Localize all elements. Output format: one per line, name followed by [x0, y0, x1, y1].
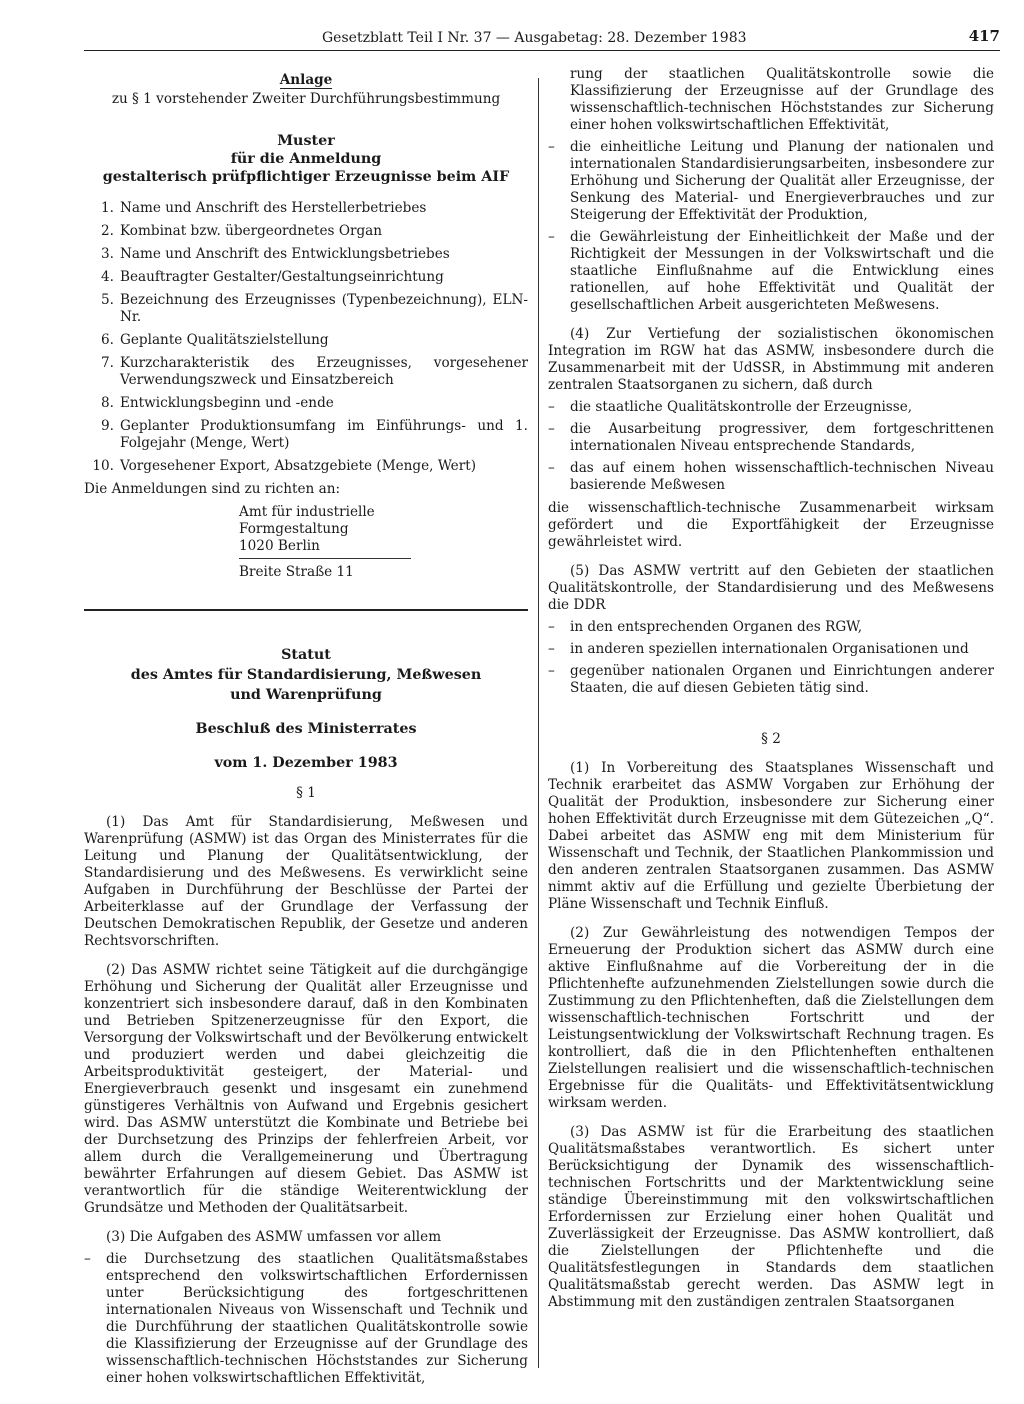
list-item: 3. Name und Anschrift des Entwicklungsbetriebes: [101, 246, 450, 262]
anlage-subtitle: zu § 1 vorstehender Zweiter Durchführungsbestimmung: [111, 91, 501, 107]
list-item: 7. Kurzcharakteristik des Erzeugnisses, vorgesehener Verwendungszweck und Einsatzbereich: [101, 355, 528, 388]
anmeldung-list: [84, 200, 528, 475]
muster-heading: Muster für die Anmeldung gestalterisch prüfpflichtiger Erzeugnisse beim AIF: [102, 133, 510, 185]
s1-paragraph-1: (1) Das Amt für Standardisierung, Meßwesen und Warenprüfung (ASMW) ist das Organ des Ministerrates für die Leitung und Planung der Qualitätsentwicklung, der Standardisierung und des Meßwesens. Es verwirklicht seine Aufgaben in Durchführung der Beschlüsse der Partei der Arbeiterklasse auf der Grundlage der Verfassung der Deutschen Demokratischen Republik, der Gesetze und anderen Rechtsvorschriften.: [84, 814, 528, 949]
address-intro: Die Anmeldungen sind zu richten an:: [84, 481, 341, 497]
s2-paragraph-1: (1) In Vorbereitung des Staatsplanes Wissenschaft und Technik erarbeitet das ASMW Vorgaben zur Erhöhung der Qualität der Produktion, insbesondere zur Sicherung einer hohen Effektivität durch Erzeugnisse mit dem Gütezeichen „Q“. Dabei arbeitet das ASMW eng mit dem Ministerium für Wissenschaft und Technik, der Staatlichen Plankommission und den anderen zentralen Staatsorganen zusammen. Das ASMW nimmt aktiv auf die Erfüllung und gezielte Überbietung der Pläne Wissenschaft und Technik Einfluß.: [548, 760, 994, 912]
right-column: [548, 66, 994, 1311]
list-item: 8. Entwicklungsbeginn und -ende: [101, 395, 334, 411]
address-rule: [239, 558, 411, 559]
address-block: Amt für industrielle Formgestaltung 1020 Berlin Breite Straße 11: [239, 504, 528, 581]
dash-item: – die Durchsetzung des staatlichen Qualitätsmaßstabes entsprechend den volkswirtschaftlichen Erfordernissen unter Berücksichtigung des fortgeschrittenen internationalen Niveaus von Wissenschaft und Technik und die Durchführung der staatlichen Qualitätskontrolle sowie die Klassifizierung der Erzeugnisse auf der Grundlage des wissenschaftlich-technischen Höchststandes zur Sicherung einer hohen volkswirtschaftlichen Effektivität,: [84, 1251, 528, 1386]
list-item: 4. Beauftragter Gestalter/Gestaltungseinrichtung: [101, 269, 444, 285]
dash-item: – in den entsprechenden Organen des RGW,: [548, 619, 863, 635]
list-item: 6. Geplante Qualitätszielstellung: [101, 332, 329, 348]
s1-paragraph-2: (2) Das ASMW richtet seine Tätigkeit auf die durchgängige Erhöhung und Sicherung der Qualität aller Erzeugnisse und konzentriert sich insbesondere darauf, daß in den Kombinaten und Betrieben Spitzenerzeugnisse für den Export, die Versorgung der Volkswirtschaft und der Bevölkerung entwickelt und produziert werden und dabei gleichzeitig die Arbeitsproduktivität gesteigert, der Material- und Energieverbrauch gesenkt und insgesamt ein zunehmend günstigeres Verhältnis von Aufwand und Ergebnis gesichert wird. Das ASMW unterstützt die Kombinate und Betriebe bei der Durchsetzung des Prinzips der fehlerfreien Arbeit, vor allem durch die Verallgemeinerung und Übertragung bewährter Erfahrungen auf diesem Gebiet. Das ASMW ist verantwortlich für die ständige Weiterentwicklung der Grundsätze und Methoden der Qualitätsarbeit.: [84, 962, 528, 1216]
s1-paragraph-3-intro: (3) Die Aufgaben des ASMW umfassen vor allem: [106, 1229, 442, 1245]
dash-item: rung der staatlichen Qualitätskontrolle sowie die Klassifizierung der Erzeugnisse auf der Grundlage des wissenschaftlich-technischen Höchststandes zur Sicherung einer hohen volkswirtschaftlichen Effektivität,: [570, 66, 994, 133]
dash-item: – in anderen speziellen internationalen Organisationen und: [548, 641, 969, 657]
dash-item: – die Ausarbeitung progressiver, dem fortgeschrittenen internationalen Niveau entsprechende Standards,: [548, 421, 994, 454]
s1-paragraph-5-intro: (5) Das ASMW vertritt auf den Gebieten der staatlichen Qualitätskontrolle, der Standardisierung und des Meßwesens die DDR: [548, 563, 994, 613]
s1-paragraph-4-end: die wissenschaftlich-technische Zusammenarbeit wirksam gefördert und die Exportfähigkeit der Erzeugnisse gewährleistet wird.: [548, 500, 994, 550]
page-header: [84, 28, 1000, 51]
s2-paragraph-3: (3) Das ASMW ist für die Erarbeitung des staatlichen Qualitätsmaßstabes verantwortlich. Es sichert unter Berücksichtigung der Dynamik des wissenschaftlich-technischen Fortschritts und der Marktentwicklung seine ständige Übereinstimmung mit den volkswirtschaftlichen Erfordernissen zur Erzielung einer hohen Qualität und Zuverlässigkeit der Erzeugnisse. Das ASMW kontrolliert, daß die Zielstellungen der Pflichtenhefte und die Qualitätsfestlegungen in Standards dem staatlichen Qualitätsmaßstab gerecht werden. Das ASMW legt in Abstimmung mit den zuständigen zentralen Staatsorganen: [548, 1124, 994, 1310]
list-item: 10. Vorgesehener Export, Absatzgebiete (Menge, Wert): [92, 458, 476, 474]
left-column: [84, 72, 528, 1387]
section-divider: [84, 609, 528, 611]
section-1-heading: § 1: [296, 785, 316, 801]
dash-item: – gegenüber nationalen Organen und Einrichtungen anderer Staaten, die auf diesen Gebieten tätig sind.: [548, 663, 994, 696]
dash-item: – die einheitliche Leitung und Planung der nationalen und internationalen Standardisierungsarbeiten, insbesondere zur Erhöhung und Sicherung der Qualität aller Erzeugnisse, der Senkung des Material- und Energieverbrauches und zur Steigerung der Effektivität der Produktion,: [548, 139, 994, 223]
running-head: Gesetzblatt Teil I Nr. 37 — Ausgabetag: 28. Dezember 1983: [322, 30, 747, 46]
anlage-title: Anlage: [279, 72, 333, 88]
beschluss-heading: Beschluß des Ministerrates: [195, 721, 417, 737]
dash-item: – die Gewährleistung der Einheitlichkeit der Maße und der Richtigkeit der Messungen in der Volkswirtschaft und die staatliche Einflußnahme auf die Entwicklung eines rationellen, auf hohe Effektivität und Qualität der gesellschaftlichen Arbeit ausgerichteten Meßwesens.: [548, 229, 994, 313]
page-number: 417: [968, 27, 1000, 45]
section-2-heading: § 2: [761, 731, 781, 747]
column-rule: [538, 78, 539, 1368]
list-item: 5. Bezeichnung des Erzeugnisses (Typenbezeichnung), ELN-Nr.: [101, 292, 528, 325]
s1-paragraph-4-intro: (4) Zur Vertiefung der sozialistischen ökonomischen Integration im RGW hat das ASMW, insbesondere durch die Zusammenarbeit mit der UdSSR, in Abstimmung mit anderen zentralen Staatsorganen zu sichern, daß durch: [548, 326, 994, 393]
statut-title: Statut des Amtes für Standardisierung, Meßwesen und Warenprüfung Beschluß des Ministerrates vom 1. Dezember 1983: [84, 645, 528, 773]
date-heading: vom 1. Dezember 1983: [214, 755, 398, 771]
dash-item: – die staatliche Qualitätskontrolle der Erzeugnisse,: [548, 399, 913, 415]
list-item: 9. Geplanter Produktionsumfang im Einführungs- und 1. Folgejahr (Menge, Wert): [101, 418, 528, 451]
s2-paragraph-2: (2) Zur Gewährleistung des notwendigen Tempos der Erneuerung der Produktion sichert das ASMW durch eine aktive Einflußnahme auf die Vorbereitung der in die Pflichtenhefte aufzunehmenden Zielstellungen sowie durch die Zustimmung zu den Pflichtenheften, daß die Zielstellungen dem wissenschaftlich-technischen Fortschritt und der Leistungsentwicklung der Volkswirtschaft Rechnung tragen. Es kontrolliert, daß die in den Pflichtenheften enthaltenen Zielstellungen realisiert und die wissenschaftlich-technischen Ergebnisse für die Qualitäts- und Effektivitätsentwicklung wirksam werden.: [548, 925, 994, 1111]
dash-item: – das auf einem hohen wissenschaftlich-technischen Niveau basierende Meßwesen: [548, 460, 994, 493]
list-item: 2. Kombinat bzw. übergeordnetes Organ: [101, 223, 383, 239]
list-item: 1. Name und Anschrift des Herstellerbetriebes: [101, 200, 427, 216]
